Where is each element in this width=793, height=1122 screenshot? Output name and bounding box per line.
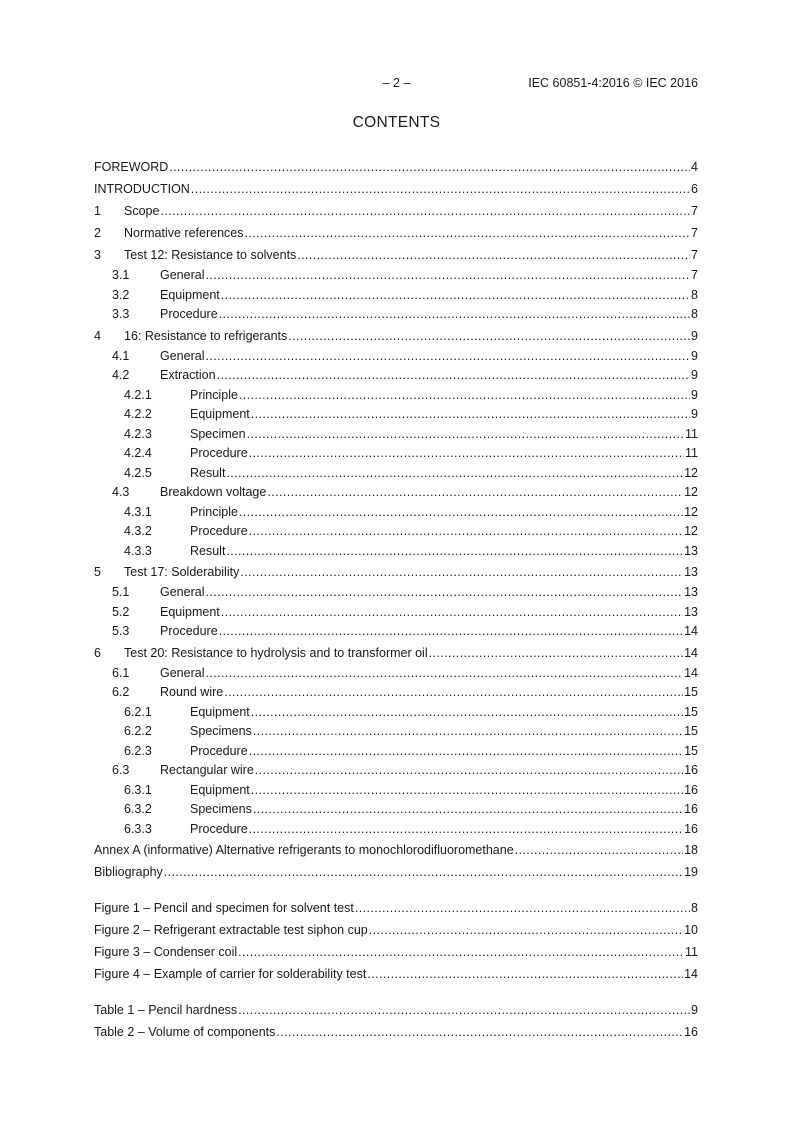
toc-entry-number: 4.2 <box>112 368 130 382</box>
toc-entry[interactable] <box>94 325 698 347</box>
toc-entry-page: 10 <box>684 923 698 937</box>
toc-entry-page: 6 <box>691 182 698 196</box>
toc-entry[interactable] <box>94 244 698 266</box>
toc-entry[interactable] <box>94 286 698 306</box>
toc-entry-page: 9 <box>691 368 698 382</box>
toc-entry[interactable] <box>94 156 698 178</box>
page-title: CONTENTS <box>352 114 441 131</box>
toc-entry-page: 9 <box>691 407 698 421</box>
toc-entry-page: 13 <box>684 565 698 579</box>
toc-entry[interactable] <box>94 664 698 684</box>
toc-entry-page: 7 <box>691 226 698 240</box>
toc-entry[interactable] <box>94 561 698 583</box>
toc-entry[interactable] <box>94 386 698 406</box>
toc-leader-dots <box>191 178 690 200</box>
toc-entry[interactable] <box>94 366 698 386</box>
toc-entry[interactable] <box>94 683 698 703</box>
toc-leader-dots <box>255 761 683 781</box>
toc-entry-number: 5.3 <box>112 624 130 638</box>
toc-entry-page: 15 <box>684 724 698 738</box>
toc-leader-dots <box>169 156 690 178</box>
toc-entry-page: 19 <box>684 865 698 879</box>
toc-entry-title: General <box>160 268 205 282</box>
toc-entry-title: Procedure <box>190 446 248 460</box>
toc-entry-page: 8 <box>691 287 698 302</box>
toc-leader-dots <box>160 200 690 222</box>
toc-entry-title: Extraction <box>160 368 216 382</box>
toc-leader-dots <box>205 583 683 603</box>
toc-leader-dots <box>164 861 683 883</box>
toc-entry-page: 16 <box>684 821 698 836</box>
toc-entry[interactable] <box>94 178 698 200</box>
toc-entry-title: Table 2 – Volume of components <box>94 1025 276 1039</box>
toc-entry-title: Procedure <box>190 821 248 836</box>
toc-entry-title: Table 1 – Pencil hardness <box>94 1003 238 1017</box>
toc-leader-dots <box>217 366 690 386</box>
toc-entry-number: 6.3.2 <box>124 802 152 816</box>
toc-entry-page: 12 <box>684 465 698 480</box>
toc-entry-page: 11 <box>685 446 698 460</box>
toc-entry-page: 14 <box>684 624 698 638</box>
toc-entry-title: Figure 2 – Refrigerant extractable test siphon cup <box>94 923 368 937</box>
toc-entry-title: Equipment <box>160 287 220 302</box>
toc-entry-title: Equipment <box>160 604 220 619</box>
toc-leader-dots <box>253 800 683 820</box>
toc-entry-page: 14 <box>684 967 698 981</box>
toc-entry-page: 7 <box>691 268 698 282</box>
toc-entry-title: Test 20: Resistance to hydrolysis and to transformer oil <box>124 645 428 660</box>
toc-leader-dots <box>288 325 690 347</box>
toc-entry-number: 6.2.1 <box>124 704 152 719</box>
toc-entry-number: 4.2.5 <box>124 465 152 480</box>
toc-leader-dots <box>240 561 683 583</box>
toc-entry-number: 4.2.3 <box>124 426 152 441</box>
toc-entry-title: Annex A (informative) Alternative refrigerants to monochlorodifluoromethane <box>94 843 514 857</box>
toc-entry-page: 12 <box>684 504 698 519</box>
toc-leader-dots <box>239 386 690 406</box>
toc-entry[interactable] <box>94 722 698 742</box>
toc-entry-number: 4.1 <box>112 348 130 363</box>
toc-entry-title: Rectangular wire <box>160 763 254 777</box>
toc-entry-page: 12 <box>684 524 698 538</box>
toc-leader-dots <box>369 919 683 941</box>
toc-leader-dots <box>429 642 683 664</box>
toc-entry-title: Result <box>190 465 226 480</box>
toc-leader-dots <box>247 425 684 445</box>
toc-entry[interactable] <box>94 583 698 603</box>
toc-entry[interactable] <box>94 464 698 484</box>
toc-leader-dots <box>219 622 683 642</box>
toc-entry-number: 6.3.3 <box>124 821 152 836</box>
toc-entry-number: 3.2 <box>112 287 130 302</box>
toc-entry[interactable] <box>94 703 698 723</box>
toc-entry-page: 14 <box>684 645 698 660</box>
toc-leader-dots <box>205 347 690 367</box>
toc-entry-page: 16 <box>684 1025 698 1039</box>
toc-leader-dots <box>267 483 683 503</box>
toc-entry-page: 9 <box>691 348 698 363</box>
toc-leader-dots <box>226 542 683 562</box>
toc-entry[interactable] <box>94 800 698 820</box>
table-of-contents <box>94 156 698 1043</box>
toc-entry-page: 11 <box>685 426 698 441</box>
toc-entry[interactable] <box>94 200 698 222</box>
document-reference: IEC 60851-4:2016 © IEC 2016 <box>528 76 698 90</box>
toc-entry-title: Specimen <box>190 426 246 441</box>
toc-entry-page: 9 <box>691 1003 698 1017</box>
toc-entry-page: 16 <box>684 802 698 816</box>
toc-entry-number: 5 <box>94 565 101 579</box>
toc-entry[interactable] <box>94 603 698 623</box>
toc-entry-number: 6 <box>94 645 101 660</box>
toc-entry-number: 6.1 <box>112 665 130 680</box>
toc-entry-title: General <box>160 665 205 680</box>
toc-entry-title: Round wire <box>160 685 224 699</box>
toc-entry-title: General <box>160 585 205 599</box>
toc-entry-page: 7 <box>691 248 698 262</box>
toc-entry-number: 4.3.2 <box>124 524 152 538</box>
toc-entry-number: 4 <box>94 328 101 343</box>
toc-entry[interactable] <box>94 405 698 425</box>
toc-leader-dots <box>238 941 684 963</box>
toc-leader-dots <box>251 405 690 425</box>
toc-entry[interactable] <box>94 503 698 523</box>
toc-leader-dots <box>515 839 683 861</box>
toc-entry-title: Equipment <box>190 782 250 797</box>
toc-entry[interactable] <box>94 820 698 840</box>
toc-leader-dots <box>276 1021 683 1043</box>
toc-entry[interactable] <box>94 642 698 664</box>
toc-leader-dots <box>221 286 690 306</box>
toc-leader-dots <box>297 244 690 266</box>
toc-entry[interactable] <box>94 222 698 244</box>
toc-entry-number: 6.3.1 <box>124 782 152 797</box>
toc-entry-number: 3.1 <box>112 268 130 282</box>
toc-entry-number: 3.3 <box>112 307 130 321</box>
toc-entry-title: Normative references <box>124 226 244 240</box>
toc-entry-title: Test 17: Solderability <box>124 565 240 579</box>
toc-entry-page: 9 <box>691 387 698 402</box>
table-list-entry[interactable] <box>94 1021 698 1043</box>
toc-entry-page: 13 <box>684 585 698 599</box>
table-list-entry[interactable] <box>94 999 698 1021</box>
toc-leader-dots <box>238 999 690 1021</box>
toc-entry-title: Result <box>190 543 226 558</box>
figure-list-entry[interactable] <box>94 963 698 985</box>
toc-entry-page: 16 <box>684 763 698 777</box>
toc-entry-number: 4.2.2 <box>124 407 152 421</box>
toc-entry[interactable] <box>94 742 698 762</box>
toc-entry-number: 5.2 <box>112 604 130 619</box>
toc-entry-number: 4.3 <box>112 485 130 499</box>
toc-entry[interactable] <box>94 347 698 367</box>
toc-entry-title: Specimens <box>190 802 252 816</box>
toc-entry-page: 7 <box>691 204 698 218</box>
toc-entry[interactable] <box>94 483 698 503</box>
toc-entry-page: 11 <box>685 945 698 959</box>
toc-leader-dots <box>253 722 683 742</box>
toc-entry-page: 8 <box>691 307 698 321</box>
toc-entry-title: Figure 4 – Example of carrier for solderability test <box>94 967 367 981</box>
toc-entry[interactable] <box>94 839 698 861</box>
toc-entry-title: FOREWORD <box>94 160 169 174</box>
toc-entry[interactable] <box>94 305 698 325</box>
toc-leader-dots <box>205 664 683 684</box>
toc-entry-number: 6.3 <box>112 763 130 777</box>
toc-entry-title: Principle <box>190 387 238 402</box>
toc-entry[interactable] <box>94 522 698 542</box>
toc-entry-title: Procedure <box>190 524 248 538</box>
toc-entry-number: 3 <box>94 248 101 262</box>
toc-entry[interactable] <box>94 861 698 883</box>
toc-entry-page: 14 <box>684 665 698 680</box>
figure-list-entry[interactable] <box>94 897 698 919</box>
section-spacer <box>94 883 698 897</box>
toc-entry-number: 6.2.2 <box>124 724 152 738</box>
toc-entry-page: 12 <box>684 485 698 499</box>
toc-entry[interactable] <box>94 542 698 562</box>
toc-entry-page: 15 <box>684 685 698 699</box>
page-number: – 2 – <box>382 76 411 90</box>
toc-leader-dots <box>367 963 683 985</box>
toc-entry-page: 16 <box>684 782 698 797</box>
toc-entry-page: 15 <box>684 743 698 758</box>
toc-leader-dots <box>245 222 691 244</box>
toc-entry-number: 1 <box>94 204 101 218</box>
figure-list-entry[interactable] <box>94 941 698 963</box>
toc-entry-title: Principle <box>190 504 238 519</box>
toc-entry-number: 4.3.1 <box>124 504 152 519</box>
toc-leader-dots <box>224 683 683 703</box>
toc-entry-title: General <box>160 348 205 363</box>
toc-entry-page: 4 <box>691 160 698 174</box>
toc-entry-title: INTRODUCTION <box>94 182 190 196</box>
toc-entry-title: Procedure <box>160 624 218 638</box>
toc-leader-dots <box>239 503 683 523</box>
toc-entry-title: Test 12: Resistance to solvents <box>124 248 297 262</box>
toc-entry-title: Equipment <box>190 704 250 719</box>
toc-entry-page: 15 <box>684 704 698 719</box>
toc-entry-page: 9 <box>691 328 698 343</box>
toc-entry-number: 4.2.4 <box>124 446 152 460</box>
toc-entry-page: 13 <box>684 543 698 558</box>
toc-entry-title: Equipment <box>190 407 250 421</box>
toc-entry-number: 4.3.3 <box>124 543 152 558</box>
toc-entry-title: Figure 3 – Condenser coil <box>94 945 238 959</box>
toc-entry-number: 5.1 <box>112 585 130 599</box>
toc-entry-title: Specimens <box>190 724 252 738</box>
toc-entry-title: Procedure <box>190 743 248 758</box>
toc-entry-title: Procedure <box>160 307 218 321</box>
toc-entry-page: 18 <box>684 843 698 857</box>
toc-leader-dots <box>249 444 684 464</box>
toc-entry-title: Figure 1 – Pencil and specimen for solvent test <box>94 901 354 915</box>
figure-list-entry[interactable] <box>94 919 698 941</box>
section-spacer <box>94 985 698 999</box>
toc-leader-dots <box>251 703 683 723</box>
toc-entry[interactable] <box>94 444 698 464</box>
toc-leader-dots <box>249 820 683 840</box>
toc-leader-dots <box>355 897 690 919</box>
toc-entry-title: Bibliography <box>94 865 163 879</box>
toc-leader-dots <box>249 522 683 542</box>
toc-entry-number: 6.2.3 <box>124 743 152 758</box>
toc-entry-number: 2 <box>94 226 101 240</box>
toc-leader-dots <box>205 266 690 286</box>
toc-leader-dots <box>219 305 690 325</box>
toc-leader-dots <box>226 464 683 484</box>
toc-entry[interactable] <box>94 425 698 445</box>
toc-entry[interactable] <box>94 622 698 642</box>
toc-entry[interactable] <box>94 781 698 801</box>
toc-entry-page: 13 <box>684 604 698 619</box>
toc-entry[interactable] <box>94 266 698 286</box>
toc-entry-title: 16: Resistance to refrigerants <box>124 328 288 343</box>
toc-leader-dots <box>221 603 683 623</box>
toc-entry-page: 8 <box>691 901 698 915</box>
toc-entry-number: 4.2.1 <box>124 387 152 402</box>
toc-leader-dots <box>249 742 683 762</box>
toc-entry-title: Breakdown voltage <box>160 485 267 499</box>
toc-entry[interactable] <box>94 761 698 781</box>
toc-entry-number: 6.2 <box>112 685 130 699</box>
toc-entry-title: Scope <box>124 204 160 218</box>
toc-leader-dots <box>251 781 683 801</box>
